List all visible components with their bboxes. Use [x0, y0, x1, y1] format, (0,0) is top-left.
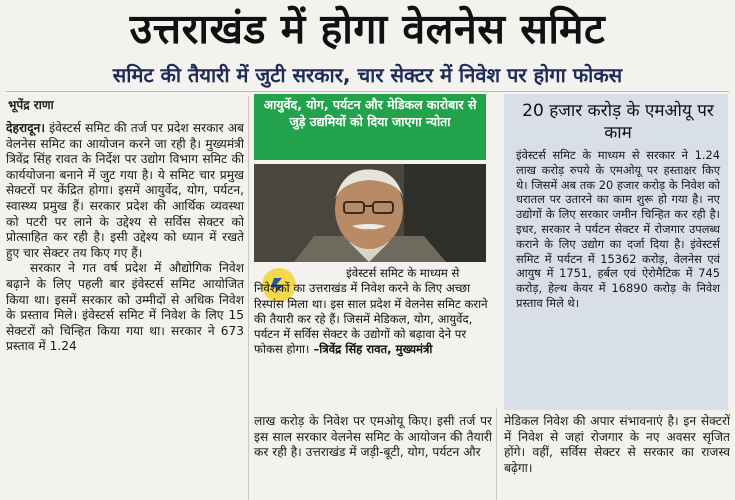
headline: उत्तराखंड में होगा वेलनेस समिट: [129, 5, 606, 53]
paragraph: सरकार ने गत वर्ष प्रदेश में औद्योगिक निवेश बढ़ाने के लिए पहली बार इंवेस्टर्स समिट आयोजित किया था। इसमें सरकार को उम्मीदों से अधिक निवेश के प्रस्ताव मिले। इंवेस्टर्स समिट में निवेश के लिए 15 सेक्टरों को चिन्हित किया गया था। सरकार ने 673 प्रस्ताव में 1.24: [6, 261, 244, 354]
highlight-box: आयुर्वेद, योग, पर्यटन और मेडिकल कारोबार से जुड़े उद्यमियों को दिया जाएगा न्योता: [254, 94, 486, 160]
byline: भूपेंद्र राणा: [8, 98, 54, 112]
article-column-3: मेडिकल निवेश की अपार संभावनाएं है। इन सेक्टरों में निवेश से जहां रोजगार के नए अवसर सृजित होंगे। वहीं, सर्विस सेक्टर से सरकार का राजस्व बढ़ेगा।: [504, 414, 730, 475]
paragraph: [6, 121, 244, 261]
article-column-1: [6, 121, 244, 500]
portrait-illustration: [254, 164, 486, 262]
divider: [6, 91, 729, 92]
quote-text: इंवेस्टर्स समिट के माध्यम से निवेशकों का उत्तराखंड में निवेश करने के लिए अच्छा रिस्पांस मिला था। इस साल प्रदेश में वेलनेस समिट कराने की तैयारी कर रहे हैं। जिसमें मेडिकल, योग, आयुर्वेद, पर्यटन में सर्विस सेक्टर के उद्योगों को बढ़ावा देने पर फोकस होगा।: [254, 266, 488, 357]
chief-minister-photo: [254, 164, 486, 262]
column-divider: [496, 408, 497, 500]
sidebar-title: 20 हजार करोड़ के एमओयू पर काम: [522, 101, 714, 143]
cm-quote: [254, 266, 488, 358]
article-column-2: लाख करोड़ के निवेश पर एमओयू किए। इसी तर्ज पर इस साल सरकार वेलनेस समिट के आयोजन की तैयारी कर रही है। उत्तराखंड में जड़ी-बूटी, योग, पर्यटन और: [254, 414, 492, 460]
column-divider: [248, 96, 249, 500]
paragraph-text: इंवेस्टर्स समिट की तर्ज पर प्रदेश सरकार अब वेलनेस समिट का आयोजन करने जा रही है। मुख्यमंत्री त्रिवेंद्र सिंह रावत के निर्देश पर उद्योग विभाग समिट की कार्ययोजना बनाने में जुट गया है। ये समिट चार प्रमुख सेक्टरों पर केंद्रित होगा। इसमें आयुर्वेद, योग, पर्यटन, स्वास्थ्य प्रमुख हैं। सरकार प्रदेश की आर्थिक व्यवस्था को पटरी पर लाने के उद्देश्य से सर्विस सेक्टर को प्रोत्साहित कर रही है। इसी उद्देश्य को ध्यान में रखते हुए चार सेक्टर तय किए गए हैं।: [6, 121, 244, 260]
dateline: देहरादून।: [6, 121, 45, 135]
quote-signature: –त्रिवेंद्र सिंह रावत, मुख्यमंत्री: [309, 342, 433, 357]
subheadline: समिट की तैयारी में जुटी सरकार, चार सेक्टर में निवेश पर होगा फोकस: [112, 63, 623, 87]
sidebar-box: [504, 94, 728, 410]
sidebar-text: इंवेस्टर्स समिट के माध्यम से सरकार ने 1.24 लाख करोड़ रुपये के एमओयू पर हस्ताक्षर किए थे। जिसमें अब तक 20 हजार करोड़ के निवेश को धरातल पर उतारने का काम शुरू हो गया है। नए उद्योगों के लिए सरकार जमीन चिन्हित कर रही है। इधर, सरकार ने पर्यटन सेक्टर में रोजगार उपलब्ध कराने के लिए उद्योग का दर्जा दिया है। इंवेस्टर्स समिट में पर्यटन में 15362 करोड़, वेलनेस एवं आयुष में 1751, हर्बल एवं ऐरोमैटिक में 745 करोड़, हेल्थ केयर में 16890 करोड़ के निवेश प्रस्ताव मिले थे।: [516, 148, 720, 310]
